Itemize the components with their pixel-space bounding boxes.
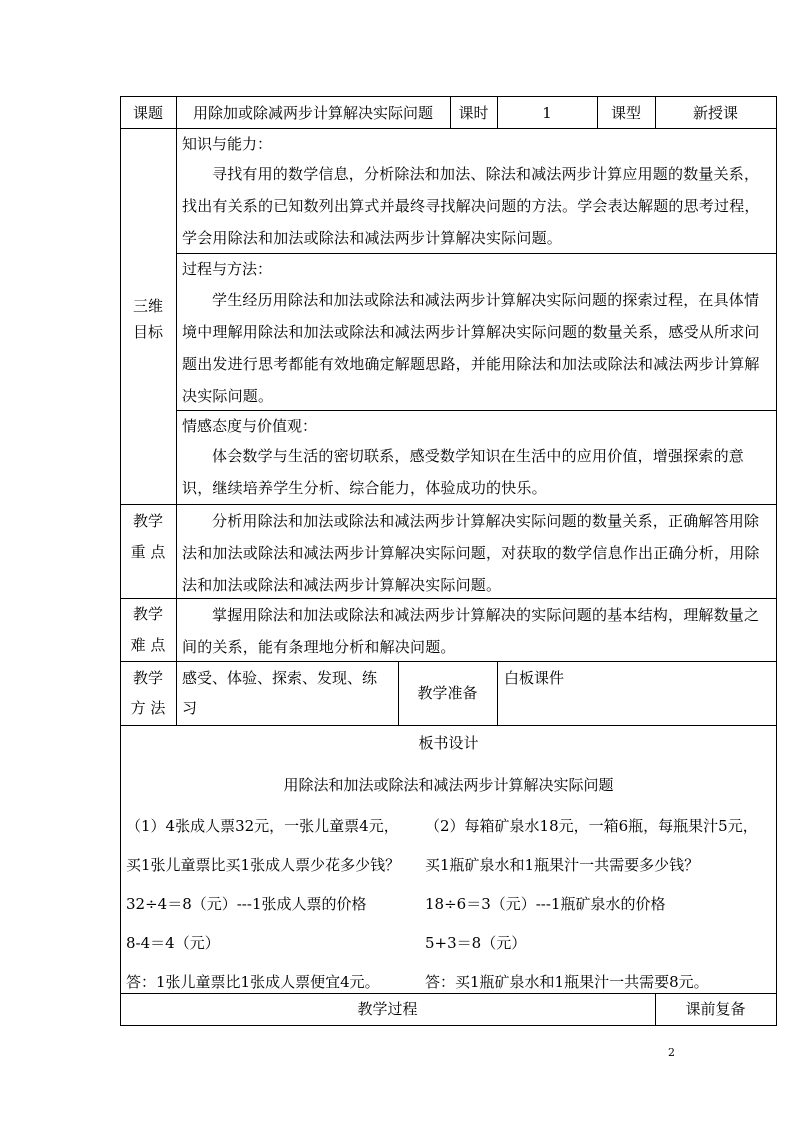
methods-label-line1: 教学: [132, 669, 163, 687]
board-right-line4: 5+3＝8（元）: [425, 934, 527, 952]
key-points-label-line1: 教学: [132, 512, 163, 530]
table-rule: [120, 725, 777, 726]
table-rule: [120, 128, 777, 129]
board-left-line1: （1）4张成人票32元，一张儿童票4元，: [126, 817, 399, 835]
process-title: 过程与方法：: [182, 260, 273, 278]
methods-value-line2: 习: [182, 699, 198, 717]
board-heading: 板书设计: [418, 734, 479, 752]
knowledge-text: 寻找有用的数学信息，分析除法和加法、除法和减法两步计算应用题的数量关系，找出有关系的已知数列出算式并最终寻找解决问题的方法。学会表达解题的思考过程，学会用除法和加法或除法和减法两步计算解决实际问题。: [182, 165, 760, 247]
table-rule: [776, 96, 777, 1026]
topic-value: 用除加或除减两步计算解决实际问题: [192, 104, 433, 122]
topic-label: 课题: [132, 104, 163, 122]
difficulties-label-line2: 难 点: [130, 636, 166, 654]
board-right-line5: 答：买1瓶矿泉水和1瓶果汁一共需要8元。: [425, 973, 709, 991]
board-right-line1: （2）每箱矿泉水18元，一箱6瓶，每瓶果汁5元，: [425, 817, 758, 835]
key-points-text: 分析用除法和加法或除法和减法两步计算解决实际问题的数量关系，正确解答用除法和加法或除法和减法两步计算解决实际问题，对获取的数学信息作出正确分析，用除法和加法或除法和减法两步计算解决实际问题。: [182, 512, 760, 594]
emotion-title: 情感态度与价值观：: [182, 417, 318, 435]
emotion-text: 体会数学与生活的密切联系，感受数学知识在生活中的应用价值，增强探索的意识，继续培养学生分析、综合能力，体验成功的快乐。: [182, 447, 745, 497]
table-rule: [176, 96, 177, 725]
difficulties-text: 掌握用除法和加法或除法和减法两步计算解决的实际问题的基本结构，理解数量之间的关系，能有条理地分析和解决问题。: [182, 606, 760, 656]
prep-value: 白板课件: [504, 669, 565, 687]
board-right-line3: 18÷6＝3（元）---1瓶矿泉水的价格: [425, 895, 666, 913]
methods-value-line1: 感受、体验、探索、发现、练: [182, 669, 378, 687]
table-rule: [120, 993, 777, 994]
goals-label-line2: 目标: [132, 323, 163, 341]
board-left-line4: 8-4＝4（元）: [126, 934, 220, 952]
type-value: 新授课: [692, 104, 738, 122]
teaching-process-label: 教学过程: [357, 1000, 418, 1018]
board-right-line2: 买1瓶矿泉水和1瓶果汁一共需要多少钱？: [425, 856, 700, 874]
difficulties-label-line1: 教学: [132, 605, 163, 623]
board-left-line2: 买1张儿童票比买1张成人票少花多少钱？: [126, 856, 401, 874]
goals-label-line1: 三维: [132, 297, 163, 315]
type-label: 课型: [610, 104, 641, 122]
table-rule: [120, 1025, 777, 1026]
page-number: 2: [668, 1046, 675, 1059]
pre-class-review-label: 课前复备: [685, 1000, 746, 1018]
board-left-line5: 答：1张儿童票比1张成人票便宜4元。: [126, 973, 380, 991]
knowledge-title: 知识与能力：: [182, 135, 273, 153]
prep-label: 教学准备: [417, 684, 478, 702]
methods-label-line2: 方 法: [130, 699, 166, 717]
period-label: 课时: [458, 104, 489, 122]
board-left-line3: 32÷4＝8（元）---1张成人票的价格: [126, 895, 367, 913]
process-text: 学生经历用除法和加法或除法和减法两步计算解决实际问题的探索过程，在具体情境中理解用除法和加法或除法和减法两步计算解决实际问题的数量关系，感受从所求问题出发进行思考都能有效地确定解题思路，并能用除法和加法或除法和减法两步计算解决实际问题。: [182, 291, 760, 405]
table-rule: [120, 96, 777, 97]
board-title: 用除法和加法或除法和减法两步计算解决实际问题: [283, 776, 614, 794]
table-rule: [497, 661, 498, 726]
key-points-label-line2: 重 点: [130, 543, 166, 561]
period-value: 1: [542, 104, 552, 122]
